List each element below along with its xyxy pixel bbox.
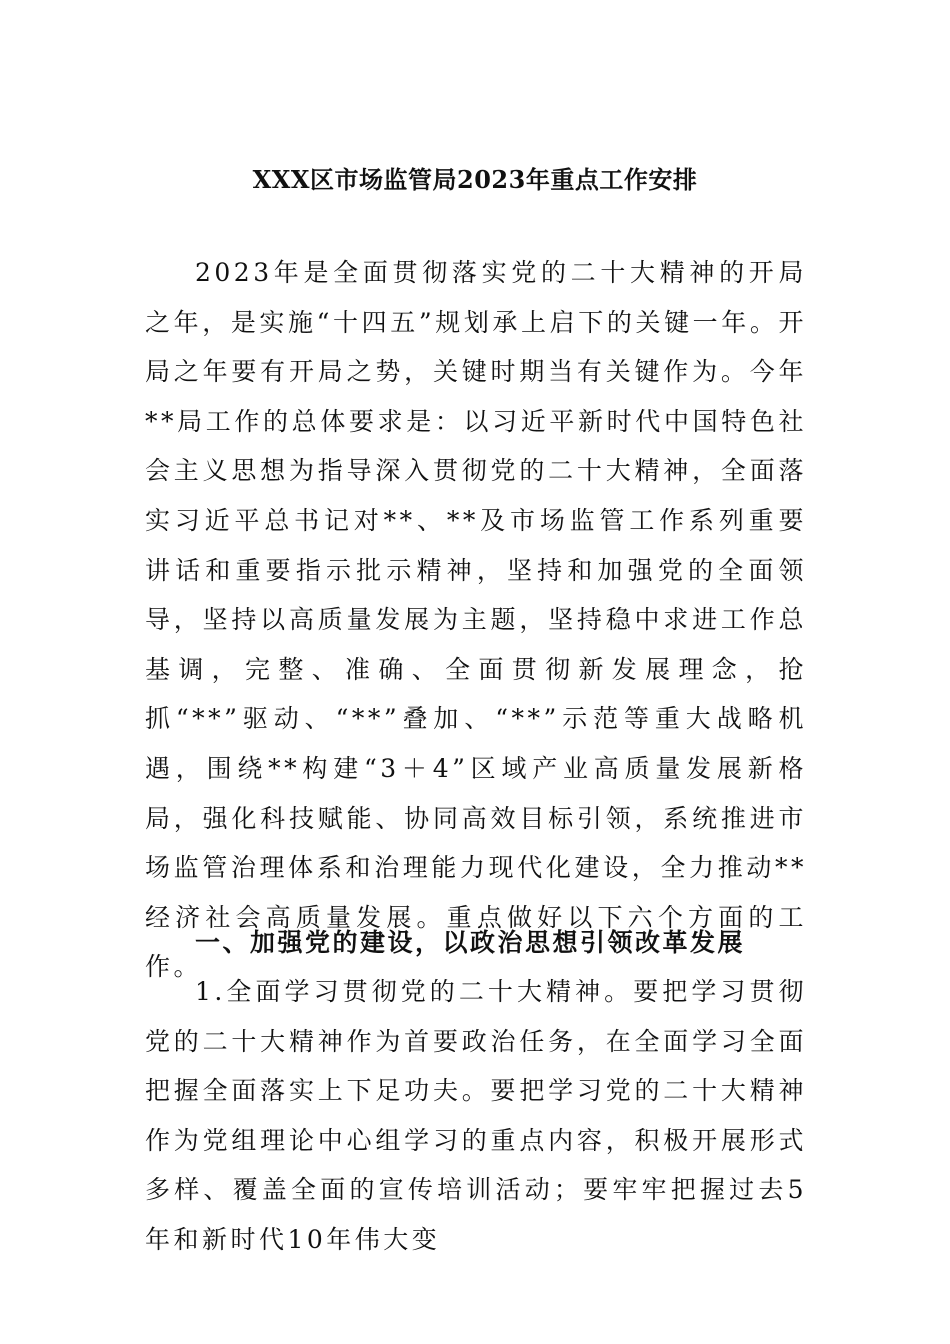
document-title: XXX区市场监管局2023年重点工作安排 — [252, 165, 698, 194]
section-paragraph: 1.全面学习贯彻党的二十大精神。要把学习贯彻党的二十大精神作为首要政治任务，在全面学习全面把握全面落实上下足功夫。要把学习党的二十大精神作为党组理论中心组学习的重点内容，积极开展形式多样、覆盖全面的宣传培训活动；要牢牢把握过去5年和新时代10年伟大变 — [145, 977, 807, 1254]
intro-paragraph: 2023年是全面贯彻落实党的二十大精神的开局之年，是实施“十四五”规划承上启下的关键一年。开局之年要有开局之势，关键时期当有关键作为。今年**局工作的总体要求是：以习近平新时代中国特色社会主义思想为指导深入贯彻党的二十大精神，全面落实习近平总书记对**、**及市场监管工作系列重要讲话和重要指示批示精神，坚持和加强党的全面领导，坚持以高质量发展为主题，坚持稳中求进工作总基调，完整、准确、全面贯彻新发展理念，抢抓“**”驱动、“**”叠加、“**”示范等重大战略机遇，围绕**构建“3＋4”区域产业高质量发展新格局，强化科技赋能、协同高效目标引领，系统推进市场监管治理体系和治理能力现代化建设，全力推动**经济社会高质量发展。重点做好以下六个方面的工作。 — [145, 258, 807, 982]
section-heading: 一、加强党的建设，以政治思想引领改革发展 — [195, 928, 746, 957]
